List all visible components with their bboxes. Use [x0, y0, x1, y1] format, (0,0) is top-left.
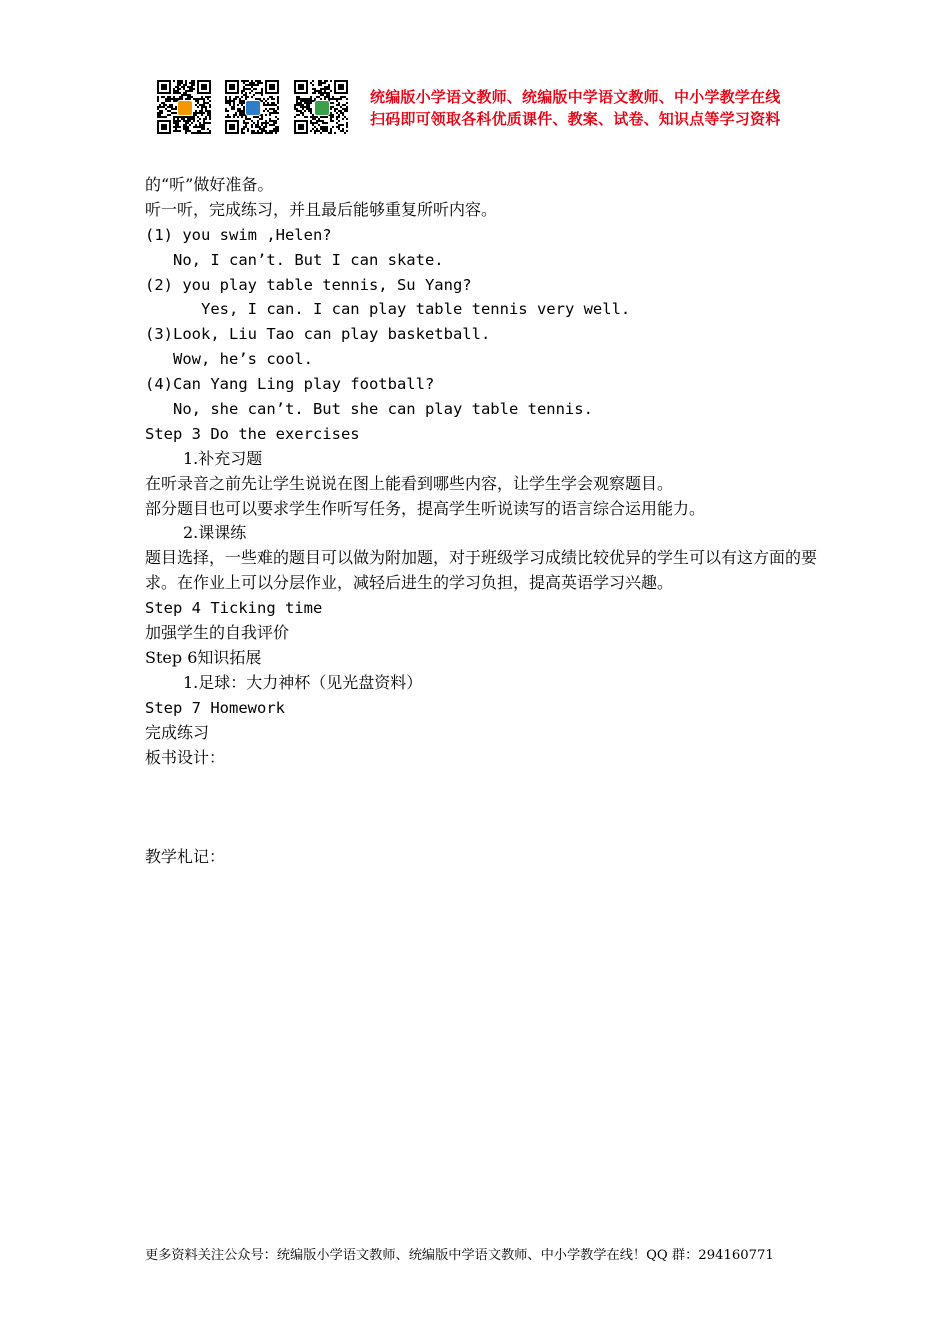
step-heading: Step 3 Do the exercises — [145, 424, 360, 443]
dialogue-question: (4)Can Yang Ling play football? — [145, 375, 435, 394]
slogan-line-1: 统编版小学语文教师、统编版中学语文教师、中小学教学在线 — [370, 88, 781, 106]
dialogue-answer: No, she can’t. But she can play table tennis. — [173, 400, 593, 419]
board-design-label: 板书设计： — [145, 747, 226, 767]
dialogue-question: (2) you play table tennis, Su Yang? — [145, 275, 472, 294]
text-line: 的“听”做好准备。 — [145, 175, 274, 194]
dialogue-answer: No, I can’t. But I can skate. — [173, 250, 444, 269]
text-line: 加强学生的自我评价 — [145, 623, 290, 643]
step-heading: Step 6知识拓展 — [145, 647, 262, 667]
qr-logo-icon — [245, 100, 261, 116]
qr-code — [294, 80, 348, 134]
dialogue-answer: Yes, I can. I can play table tennis very well. — [201, 300, 631, 319]
slogan-line-2: 扫码即可领取各科优质课件、教案、试卷、知识点等学习资料 — [370, 110, 781, 128]
paragraph: 题目选择，一些难的题目可以做为附加题，对于班级学习成绩比较优异的学生可以有这方面的要求。在作业上可以分层作业，减轻后进生的学习负担，提高英语学习兴趣。 — [145, 548, 818, 593]
text-line: 完成练习 — [145, 722, 210, 742]
promo-header — [157, 80, 817, 136]
lesson-plan-body — [145, 173, 825, 870]
sub-item: 2.课课练 — [183, 523, 247, 543]
qr-code — [225, 80, 279, 134]
sub-item: 1.足球：大力神杯（见光盘资料） — [183, 672, 423, 692]
promo-slogan — [370, 86, 810, 130]
qr-logo-icon — [177, 100, 193, 116]
sub-item: 1.补充习题 — [183, 448, 263, 468]
qr-logo-icon — [314, 100, 330, 116]
dialogue-answer: Wow, he’s cool. — [173, 350, 313, 369]
step-heading: Step 4 Ticking time — [145, 599, 323, 618]
text-line: 部分题目也可以要求学生作听写任务，提高学生听说读写的语言综合运用能力。 — [145, 498, 706, 518]
text-line: 听一听，完成练习，并且最后能够重复所听内容。 — [145, 199, 498, 219]
dialogue-question: (3)Look, Liu Tao can play basketball. — [145, 325, 491, 344]
teaching-notes-label: 教学札记： — [145, 847, 226, 867]
step-heading: Step 7 Homework — [145, 698, 285, 717]
text-line: 在听录音之前先让学生说说在图上能看到哪些内容，让学生学会观察题目。 — [145, 473, 674, 493]
page-footer: 更多资料关注公众号：统编版小学语文教师、统编版中学语文教师、中小学教学在线！QQ 群：294160771 — [145, 1248, 774, 1263]
dialogue-question: (1) you swim ,Helen? — [145, 225, 332, 244]
qr-code — [157, 80, 211, 134]
